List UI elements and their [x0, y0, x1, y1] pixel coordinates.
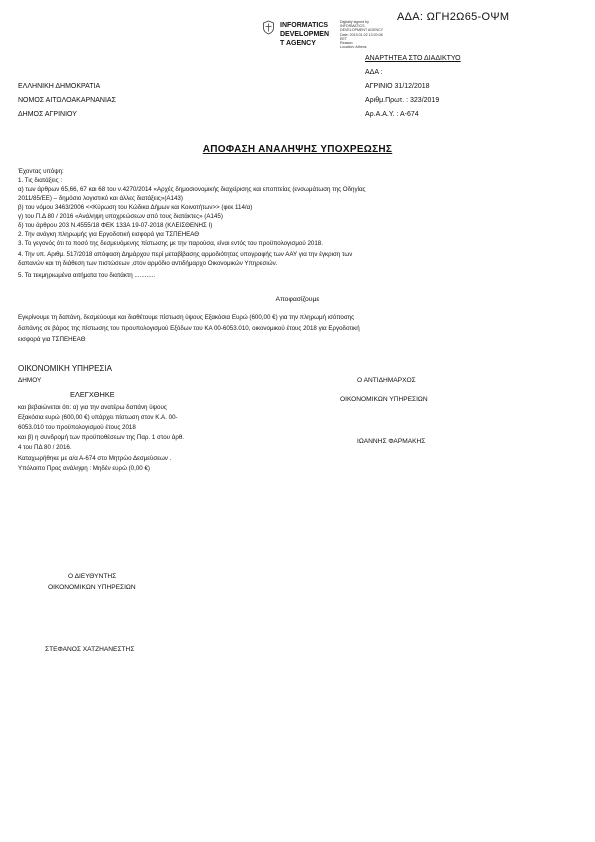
agency-line: T AGENCY: [280, 40, 316, 47]
verification-line: Εξακόσια ευρώ (600,00 €) υπάρχει πίστωση στον Κ.Α. 00-: [18, 414, 178, 421]
agency-line: INFORMATICS: [280, 22, 329, 29]
body-line: γ) του Π.Δ 80 / 2016 «Ανάληψη υποχρεώσεων από τους διατάκτες» (Α145): [18, 213, 223, 220]
deputy-mayor-department: ΟΙΚΟΝΟΜΙΚΩΝ ΥΠΗΡΕΣΙΩΝ: [340, 396, 428, 403]
body-line: δαπανών και τη διάθεση των πιστώσεων ,στον αρμόδιο αντιδήμαρχο Οικονομικών Υπηρεσιών.: [18, 260, 278, 267]
signature-line: Location: Athens: [340, 45, 367, 50]
director-department: ΟΙΚΟΝΟΜΙΚΩΝ ΥΠΗΡΕΣΙΩΝ: [48, 584, 136, 591]
issuer-republic: ΕΛΛΗΝΙΚΗ ΔΗΜΟΚΡΑΤΙΑ: [18, 83, 101, 90]
body-line: 4. Την υπ. Αριθμ. 517/2018 απόφαση Δημάρχου περί μεταβίβασης αρμοδιότητας υπογραφής των ΑΑΥ για την έγκριση των: [18, 251, 353, 258]
verification-line: και β) η συνδρομή των προϋποθέσεων της Παρ. 1 στου άρθ.: [18, 434, 184, 441]
meta-aay: Αρ.Α.Α.Υ. : Α-674: [365, 111, 419, 118]
body-line: δ) του άρθρου 203 Ν.4555/18 ΦΕΚ 133Α 19-07-2018 (ΚΛΕΙΣΘΕΝΗΣ Ι): [18, 222, 213, 229]
meta-date: ΑΓΡΙΝΙΟ 31/12/2018: [365, 83, 430, 90]
page-title: ΑΠΟΦΑΣΗ ΑΝΑΛΗΨΗΣ ΥΠΟΧΡΕΩΣΗΣ: [202, 144, 393, 155]
deputy-mayor-name: ΙΩΑΝΝΗΣ ΦΑΡΜΑΚΗΣ: [357, 438, 426, 445]
verified-heading: ΕΛΕΓΧΘΗΚΕ: [70, 390, 115, 399]
decision-line: Εγκρίνουμε τη δαπάνη, δεσμεύουμε και διαθέτουμε πίστωση ύψους Εξακόσια Ευρώ (600,00 €) για την πληρωμή ισόποσης: [18, 314, 355, 321]
verification-line: 4 του ΠΔ 80 / 2016.: [18, 444, 72, 451]
body-line: 2. Την ανάγκη πληρωμής για Εργοδοτική εισφορά για ΤΣΠΕΗΕΑΘ: [18, 231, 200, 238]
body-line: α) των άρθρων 65,66, 67 και 68 του ν.4270/2014 «Αρχές δημοσιονομικής διαχείρισης και εποπτείας (ενσωμάτωση της Οδηγίας: [18, 186, 366, 193]
body-line: β) του νόμου 3463/2006 <<Κύρωση του Κώδικα Δήμων και Κοινοτήτων>> (φεκ 114/α): [18, 204, 253, 211]
agency-line: DEVELOPMEN: [280, 31, 330, 38]
body-line: 5. Τα τεκμηριωμένα αιτήματα του διατάκτη ............: [18, 272, 156, 279]
agency-name: [280, 21, 329, 48]
signature-line: Reason:: [340, 41, 354, 46]
signature-line: Digitally signed by: [340, 20, 369, 24]
digital-signature: [340, 20, 383, 49]
body-line: 1. Τις διατάξεις :: [18, 177, 63, 184]
body-line: 3. Το γεγονός ότι το ποσό της δεσμευόμενης πίστωσης με την παρούσα, είναι εντός του προϋπολογισμού 2018.: [18, 240, 323, 247]
signature-line: Date: 2019.01.02 13:20:08: [340, 32, 383, 37]
body-line: Έχοντας υπόψη:: [18, 168, 64, 175]
verification-line: Καταχωρήθηκε με α/α Α-674 στο Μητρώο Δεσμεύσεων .: [18, 455, 172, 462]
issuer-municipality: ΔΗΜΟΣ ΑΓΡΙΝΙΟΥ: [18, 111, 77, 118]
meta-protocol: Αριθμ.Πρωτ. : 323/2019: [365, 97, 440, 104]
signature-line: EET: [340, 36, 347, 41]
posted-label: ΑΝΑΡΤΗΤΕΑ ΣΤΟ ΔΙΑΔΙΚΤΥΟ: [365, 55, 461, 62]
director-name: ΣΤΕΦΑΝΟΣ ΧΑΤΖΗΑΝΕΣΤΗΣ: [45, 646, 135, 653]
director-title: Ο ΔΙΕΥΘΥΝΤΗΣ: [68, 573, 117, 580]
deputy-mayor-title: Ο ΑΝΤΙΔΗΜΑΡΧΟΣ: [357, 377, 416, 384]
body-line: 2011/85/ΕΕ) – δημόσιο λογιστικό και άλλες διατάξεις»(Α143): [18, 195, 183, 202]
decision-line: δαπάνης σε βάρος της πίστωσης του προυπολογισμού Εξόδων του ΚΑ 00-6053.010, οικονομικού έτους 2018 για Εργοδοτική: [18, 325, 360, 332]
verification-line: 6053.010 του προϋπολογισμού έτους 2018: [18, 424, 136, 431]
verification-line: Υπόλοιπο Προς ανάληψη : Μηδέν ευρώ (0,00 €): [18, 465, 150, 472]
emblem-icon: [262, 20, 275, 35]
municipality-label: ΔΗΜΟΥ: [18, 377, 42, 384]
signature-line: INFORMATICS: [340, 24, 365, 29]
issuer-prefecture: ΝΟΜΟΣ ΑΙΤΩΛΟΑΚΑΡΝΑΝΙΑΣ: [18, 97, 116, 104]
ada-top: ΑΔΑ: ΩΓΗ2Ω65-ΟΨΜ: [397, 11, 510, 23]
signature-line: DEVELOPMENT AGENCY: [340, 28, 384, 33]
decision-line: εισφορά για ΤΣΠΕΗΕΑΘ: [18, 336, 86, 343]
meta-ada: ΑΔΑ :: [365, 69, 383, 76]
decision-heading: Αποφασίζουμε: [275, 296, 320, 303]
verification-line: και βεβαιώνεται ότι: α) για την ανατέρω δαπάνη ύψους: [18, 404, 167, 411]
financial-service-heading: ΟΙΚΟΝΟΜΙΚΗ ΥΠΗΡΕΣΙΑ: [18, 364, 112, 373]
